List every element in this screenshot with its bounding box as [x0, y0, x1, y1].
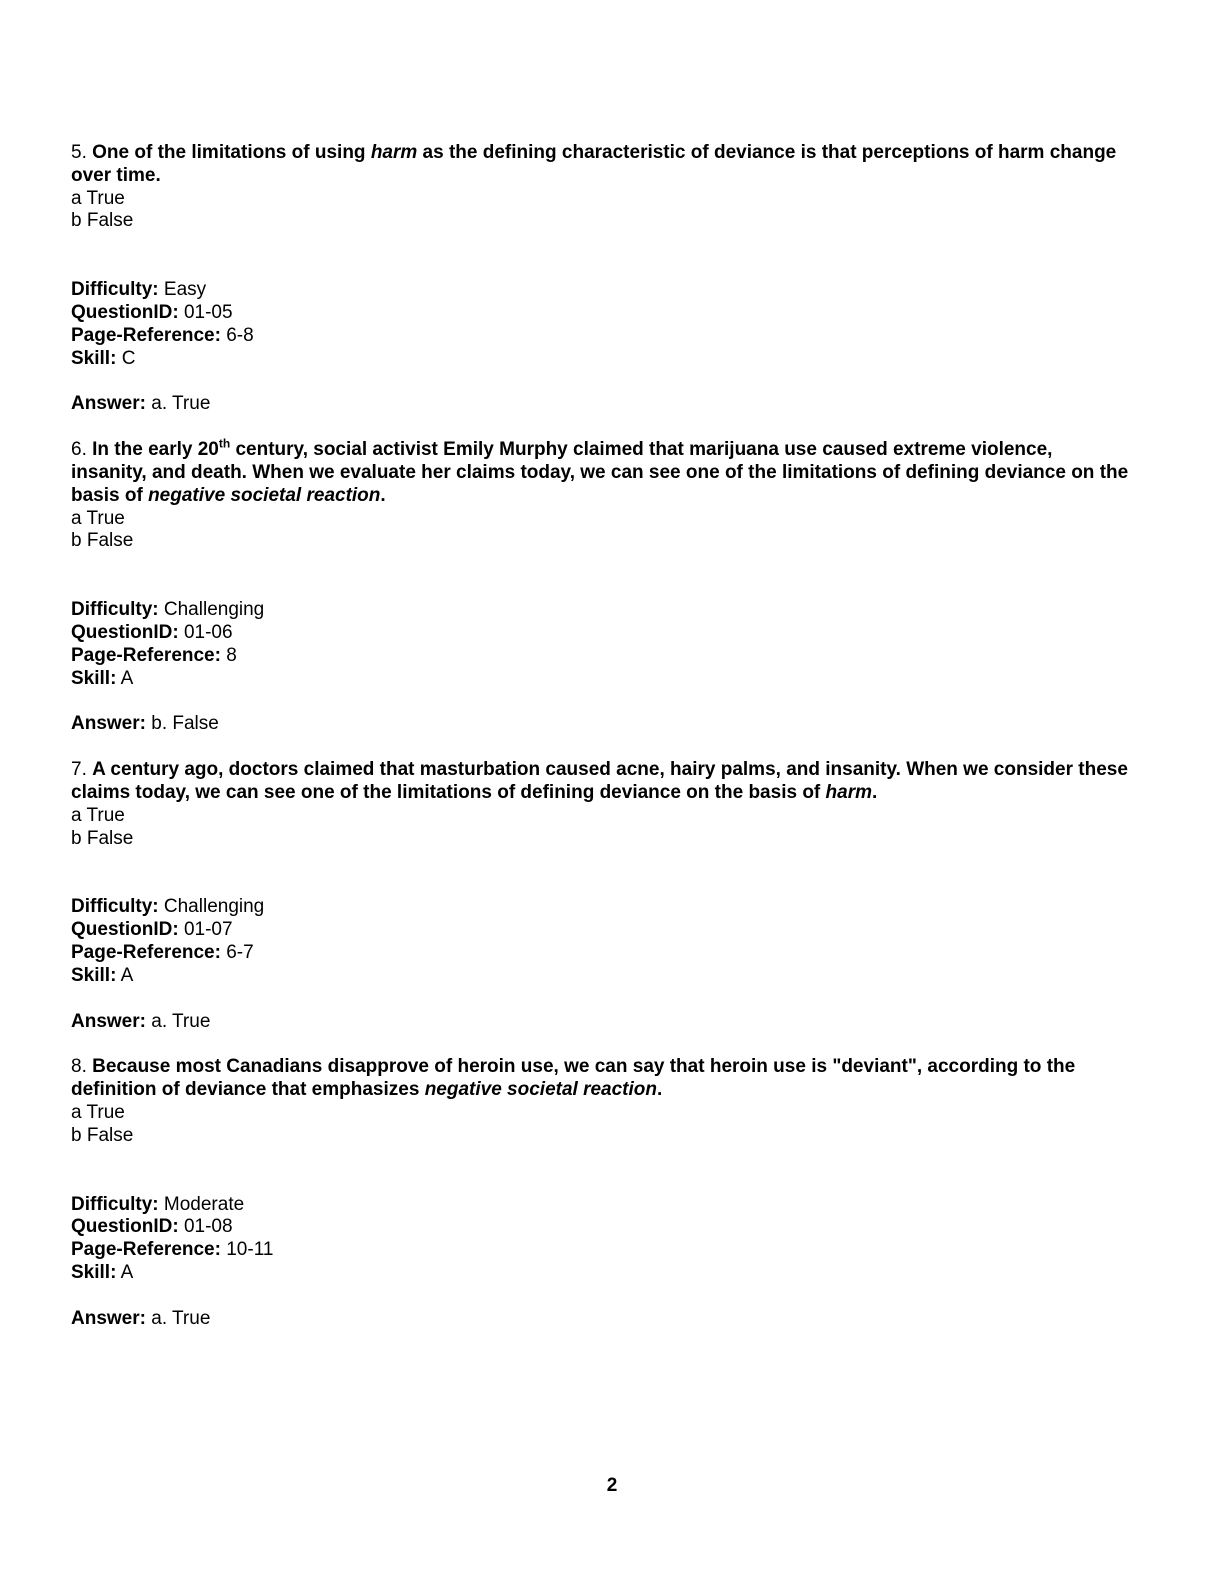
question-number: 6. — [71, 439, 87, 461]
option-a: a True — [71, 187, 125, 209]
question-8 — [71, 1056, 1131, 1330]
page-reference: Page-Reference: 10-11 — [71, 1239, 274, 1261]
question-metadata — [71, 599, 1131, 690]
question-id: QuestionID: 01-08 — [71, 1216, 233, 1238]
skill: Skill: A — [71, 667, 134, 689]
skill: Skill: A — [71, 1261, 134, 1283]
difficulty: Difficulty: Challenging — [71, 896, 265, 918]
question-id: QuestionID: 01-07 — [71, 919, 233, 941]
question-id: QuestionID: 01-05 — [71, 301, 233, 323]
question-stem: 8. Because most Canadians disapprove of heroin use, we can say that heroin use is "deviant", according to the definition of deviance that emphasizes negative societal reaction. — [71, 1056, 1076, 1101]
option-b: b False — [71, 210, 134, 232]
question-number: 7. — [71, 759, 87, 781]
option-b: b False — [71, 530, 134, 552]
option-b: b False — [71, 827, 134, 849]
question-id: QuestionID: 01-06 — [71, 621, 233, 643]
question-5 — [71, 142, 1131, 416]
page-reference: Page-Reference: 8 — [71, 644, 237, 666]
page-number: 2 — [606, 1475, 618, 1496]
answer: Answer: a. True — [71, 1307, 211, 1329]
answer: Answer: b. False — [71, 713, 219, 735]
question-number: 8. — [71, 1056, 87, 1078]
option-a: a True — [71, 1101, 125, 1123]
question-stem: 7. A century ago, doctors claimed that masturbation caused acne, hairy palms, and insanity. When we consider these claims today, we can see one of the limitations of defining deviance on the basis of harm. — [71, 759, 1128, 803]
question-metadata — [71, 279, 1131, 370]
difficulty: Difficulty: Challenging — [71, 599, 265, 621]
option-a: a True — [71, 507, 125, 529]
question-stem: 5. One of the limitations of using harm as the defining characteristic of deviance is that perceptions of harm change over time. — [71, 142, 1117, 186]
answer: Answer: a. True — [71, 393, 211, 415]
question-6 — [71, 436, 1131, 736]
question-metadata — [71, 1194, 1131, 1285]
difficulty: Difficulty: Moderate — [71, 1193, 245, 1215]
question-7 — [71, 759, 1131, 1033]
difficulty: Difficulty: Easy — [71, 279, 207, 301]
skill: Skill: A — [71, 964, 134, 986]
skill: Skill: C — [71, 347, 136, 369]
answer: Answer: a. True — [71, 1010, 211, 1032]
document-page — [71, 142, 1131, 1330]
option-a: a True — [71, 804, 125, 826]
question-metadata — [71, 896, 1131, 987]
page-reference: Page-Reference: 6-8 — [71, 324, 254, 346]
option-b: b False — [71, 1124, 134, 1146]
page-reference: Page-Reference: 6-7 — [71, 941, 254, 963]
question-number: 5. — [71, 142, 87, 163]
question-stem: 6. In the early 20th century, social activist Emily Murphy claimed that marijuana use caused extreme violence, insanity, and death. When we evaluate her claims today, we can see one of the limitations of defining deviance on the basis of negative societal reaction. — [71, 436, 1129, 506]
